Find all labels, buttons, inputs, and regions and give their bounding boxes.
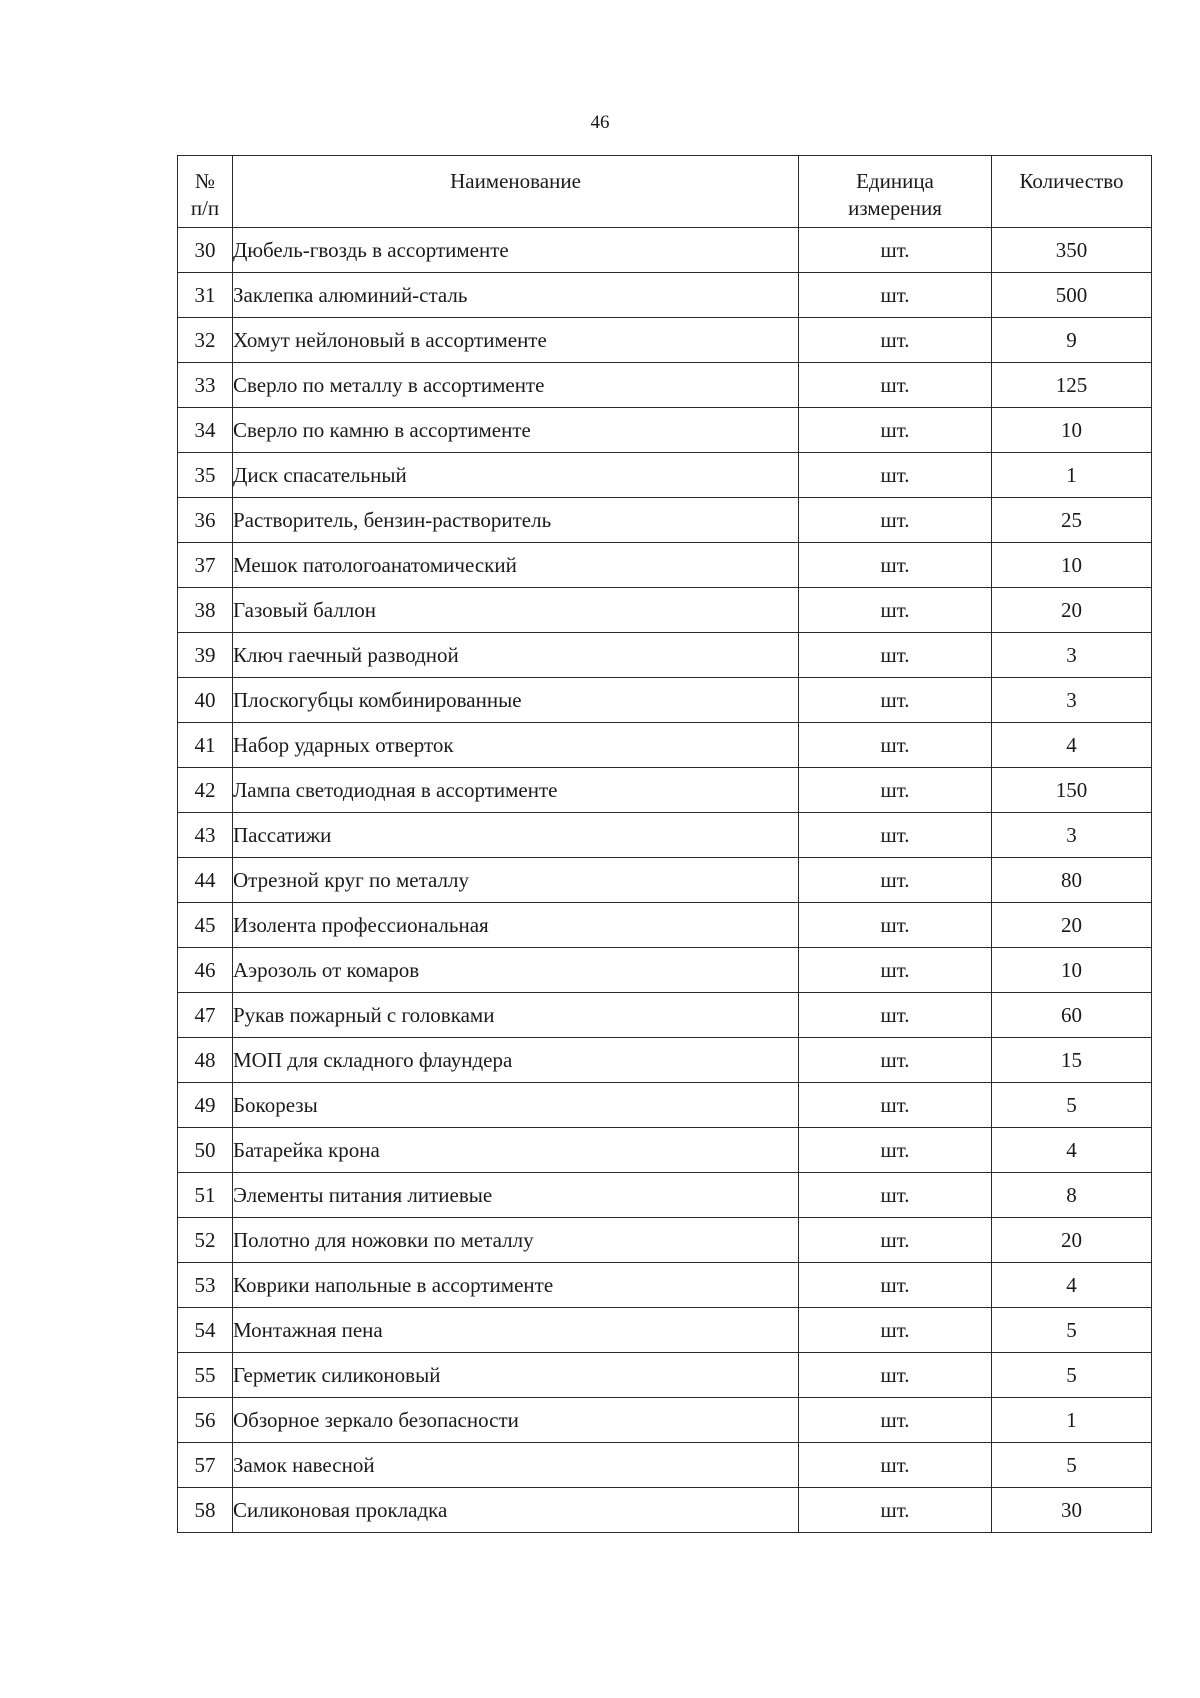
- row-quantity-cell: 20: [992, 903, 1152, 948]
- row-name-cell: Пассатижи: [233, 813, 799, 858]
- row-name-cell: Ключ гаечный разводной: [233, 633, 799, 678]
- table-row: [178, 1173, 1152, 1218]
- row-unit-cell: шт.: [799, 1173, 992, 1218]
- row-number-cell: 39: [178, 633, 233, 678]
- row-name-cell: Элементы питания литиевые: [233, 1173, 799, 1218]
- table-row: [178, 453, 1152, 498]
- table-row: [178, 543, 1152, 588]
- row-name-cell: Батарейка крона: [233, 1128, 799, 1173]
- row-quantity-cell: 60: [992, 993, 1152, 1038]
- row-number-cell: 55: [178, 1353, 233, 1398]
- table-row: [178, 1083, 1152, 1128]
- row-number-cell: 58: [178, 1488, 233, 1533]
- row-name-cell: Растворитель, бензин-растворитель: [233, 498, 799, 543]
- row-quantity-cell: 4: [992, 723, 1152, 768]
- row-unit-cell: шт.: [799, 498, 992, 543]
- row-quantity-cell: 500: [992, 273, 1152, 318]
- header-number: [178, 156, 233, 228]
- row-name-cell: Бокорезы: [233, 1083, 799, 1128]
- row-quantity-cell: 5: [992, 1308, 1152, 1353]
- row-name-cell: Полотно для ножовки по металлу: [233, 1218, 799, 1263]
- row-name-cell: Рукав пожарный с головками: [233, 993, 799, 1038]
- row-name-cell: Лампа светодиодная в ассортименте: [233, 768, 799, 813]
- row-name-cell: МОП для складного флаундера: [233, 1038, 799, 1083]
- row-unit-cell: шт.: [799, 318, 992, 363]
- row-quantity-cell: 20: [992, 1218, 1152, 1263]
- row-name-cell: Набор ударных отверток: [233, 723, 799, 768]
- row-name-cell: Плоскогубцы комбинированные: [233, 678, 799, 723]
- table-row: [178, 588, 1152, 633]
- header-number-line2: п/п: [190, 196, 220, 220]
- row-quantity-cell: 8: [992, 1173, 1152, 1218]
- row-unit-cell: шт.: [799, 768, 992, 813]
- row-unit-cell: шт.: [799, 633, 992, 678]
- row-unit-cell: шт.: [799, 363, 992, 408]
- table-row: [178, 273, 1152, 318]
- row-quantity-cell: 5: [992, 1443, 1152, 1488]
- table-header: [178, 156, 1152, 228]
- row-unit-cell: шт.: [799, 1218, 992, 1263]
- row-unit-cell: шт.: [799, 273, 992, 318]
- row-quantity-cell: 30: [992, 1488, 1152, 1533]
- table-row: [178, 723, 1152, 768]
- table-row: [178, 903, 1152, 948]
- row-unit-cell: шт.: [799, 228, 992, 273]
- row-unit-cell: шт.: [799, 588, 992, 633]
- table-row: [178, 678, 1152, 723]
- table-row: [178, 1218, 1152, 1263]
- header-unit: [799, 156, 992, 228]
- row-number-cell: 43: [178, 813, 233, 858]
- page-number: 46: [590, 112, 610, 133]
- table-row: [178, 318, 1152, 363]
- row-name-cell: Замок навесной: [233, 1443, 799, 1488]
- row-unit-cell: шт.: [799, 1488, 992, 1533]
- row-unit-cell: шт.: [799, 1443, 992, 1488]
- table-row: [178, 633, 1152, 678]
- row-number-cell: 46: [178, 948, 233, 993]
- row-quantity-cell: 3: [992, 678, 1152, 723]
- header-row: [178, 156, 1152, 228]
- row-quantity-cell: 4: [992, 1128, 1152, 1173]
- header-name: [233, 156, 799, 228]
- table-row: [178, 858, 1152, 903]
- row-quantity-cell: 3: [992, 813, 1152, 858]
- row-quantity-cell: 20: [992, 588, 1152, 633]
- table-row: [178, 1263, 1152, 1308]
- row-quantity-cell: 1: [992, 1398, 1152, 1443]
- row-number-cell: 57: [178, 1443, 233, 1488]
- row-number-cell: 47: [178, 993, 233, 1038]
- row-quantity-cell: 350: [992, 228, 1152, 273]
- header-unit-line2: измерения: [848, 196, 942, 220]
- row-number-cell: 32: [178, 318, 233, 363]
- row-name-cell: Газовый баллон: [233, 588, 799, 633]
- row-quantity-cell: 80: [992, 858, 1152, 903]
- row-quantity-cell: 25: [992, 498, 1152, 543]
- row-number-cell: 54: [178, 1308, 233, 1353]
- row-name-cell: Сверло по камню в ассортименте: [233, 408, 799, 453]
- row-number-cell: 38: [178, 588, 233, 633]
- row-unit-cell: шт.: [799, 1308, 992, 1353]
- row-number-cell: 36: [178, 498, 233, 543]
- row-name-cell: Изолента профессиональная: [233, 903, 799, 948]
- table-row: [178, 1308, 1152, 1353]
- row-number-cell: 56: [178, 1398, 233, 1443]
- row-unit-cell: шт.: [799, 453, 992, 498]
- table-row: [178, 363, 1152, 408]
- row-unit-cell: шт.: [799, 948, 992, 993]
- row-quantity-cell: 15: [992, 1038, 1152, 1083]
- row-quantity-cell: 5: [992, 1083, 1152, 1128]
- row-number-cell: 33: [178, 363, 233, 408]
- row-name-cell: Заклепка алюминий-сталь: [233, 273, 799, 318]
- row-unit-cell: шт.: [799, 1263, 992, 1308]
- row-unit-cell: шт.: [799, 1398, 992, 1443]
- row-number-cell: 42: [178, 768, 233, 813]
- row-quantity-cell: 125: [992, 363, 1152, 408]
- row-number-cell: 49: [178, 1083, 233, 1128]
- header-number-line1: №: [194, 169, 216, 193]
- row-unit-cell: шт.: [799, 813, 992, 858]
- row-number-cell: 40: [178, 678, 233, 723]
- row-unit-cell: шт.: [799, 903, 992, 948]
- table-row: [178, 408, 1152, 453]
- row-number-cell: 51: [178, 1173, 233, 1218]
- table-row: [178, 1443, 1152, 1488]
- row-number-cell: 45: [178, 903, 233, 948]
- row-unit-cell: шт.: [799, 543, 992, 588]
- row-name-cell: Коврики напольные в ассортименте: [233, 1263, 799, 1308]
- table-row: [178, 1038, 1152, 1083]
- row-unit-cell: шт.: [799, 1083, 992, 1128]
- row-quantity-cell: 1: [992, 453, 1152, 498]
- row-unit-cell: шт.: [799, 723, 992, 768]
- row-name-cell: Обзорное зеркало безопасности: [233, 1398, 799, 1443]
- row-quantity-cell: 150: [992, 768, 1152, 813]
- table-row: [178, 1353, 1152, 1398]
- row-number-cell: 30: [178, 228, 233, 273]
- row-quantity-cell: 10: [992, 543, 1152, 588]
- table-body: [178, 228, 1152, 1533]
- row-name-cell: Монтажная пена: [233, 1308, 799, 1353]
- table-row: [178, 948, 1152, 993]
- row-quantity-cell: 10: [992, 408, 1152, 453]
- row-unit-cell: шт.: [799, 678, 992, 723]
- row-quantity-cell: 5: [992, 1353, 1152, 1398]
- table-row: [178, 1488, 1152, 1533]
- row-number-cell: 53: [178, 1263, 233, 1308]
- items-table: [177, 155, 1152, 1533]
- row-number-cell: 37: [178, 543, 233, 588]
- row-name-cell: Аэрозоль от комаров: [233, 948, 799, 993]
- row-unit-cell: шт.: [799, 858, 992, 903]
- table-row: [178, 813, 1152, 858]
- table-row: [178, 1398, 1152, 1443]
- table-row: [178, 993, 1152, 1038]
- row-number-cell: 48: [178, 1038, 233, 1083]
- table-row: [178, 498, 1152, 543]
- row-quantity-cell: 4: [992, 1263, 1152, 1308]
- row-unit-cell: шт.: [799, 1353, 992, 1398]
- row-number-cell: 35: [178, 453, 233, 498]
- row-number-cell: 41: [178, 723, 233, 768]
- row-quantity-cell: 10: [992, 948, 1152, 993]
- row-number-cell: 52: [178, 1218, 233, 1263]
- row-name-cell: Герметик силиконовый: [233, 1353, 799, 1398]
- header-quantity-label: Количество: [1019, 169, 1124, 193]
- row-name-cell: Дюбель-гвоздь в ассортименте: [233, 228, 799, 273]
- table-row: [178, 768, 1152, 813]
- row-number-cell: 31: [178, 273, 233, 318]
- row-quantity-cell: 3: [992, 633, 1152, 678]
- row-name-cell: Отрезной круг по металлу: [233, 858, 799, 903]
- header-quantity: [992, 156, 1152, 228]
- table-row: [178, 228, 1152, 273]
- header-name-label: Наименование: [450, 169, 581, 193]
- header-unit-line1: Единица: [856, 169, 934, 193]
- row-name-cell: Мешок патологоанатомический: [233, 543, 799, 588]
- row-name-cell: Диск спасательный: [233, 453, 799, 498]
- row-number-cell: 44: [178, 858, 233, 903]
- table-row: [178, 1128, 1152, 1173]
- row-unit-cell: шт.: [799, 993, 992, 1038]
- row-name-cell: Хомут нейлоновый в ассортименте: [233, 318, 799, 363]
- row-number-cell: 34: [178, 408, 233, 453]
- row-unit-cell: шт.: [799, 1128, 992, 1173]
- row-name-cell: Сверло по металлу в ассортименте: [233, 363, 799, 408]
- row-number-cell: 50: [178, 1128, 233, 1173]
- row-unit-cell: шт.: [799, 408, 992, 453]
- row-quantity-cell: 9: [992, 318, 1152, 363]
- row-unit-cell: шт.: [799, 1038, 992, 1083]
- row-name-cell: Силиконовая прокладка: [233, 1488, 799, 1533]
